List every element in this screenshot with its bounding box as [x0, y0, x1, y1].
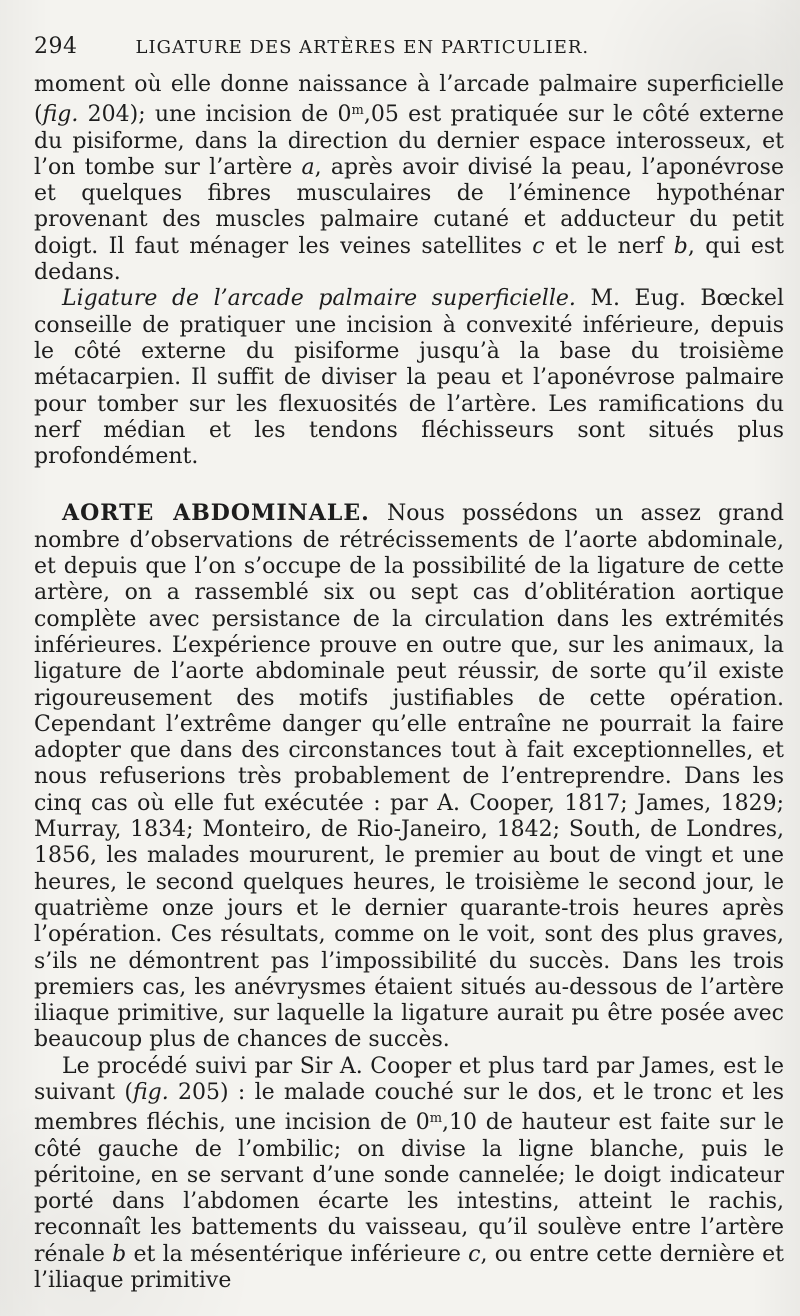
anatomical-label: a	[301, 154, 315, 180]
paragraph-text: et la mésentérique inférieure	[126, 1241, 469, 1267]
figure-reference: fig.	[42, 102, 79, 128]
paragraph-cooper-procedure	[34, 1054, 784, 1295]
paragraph-text: moment où elle donne naissance à l’arcade palmaire superficielle (	[34, 72, 784, 128]
unit-superscript: m	[351, 103, 364, 119]
paragraph-text: ,05 est pratiquée sur le côté externe du pisiforme, dans la direction du dernier espace interosseux, et l’on tombe sur l’artère	[34, 102, 784, 180]
page-text	[34, 72, 784, 1294]
paragraph-text: 205) : le malade couché sur le dos, et le tronc et les membres fléchis, une incision de 0	[34, 1079, 784, 1136]
paragraph-ulnar-ligature	[34, 72, 784, 286]
paragraph-text: , ou entre cette dernière et l’iliaque primitive	[34, 1241, 784, 1294]
section-subheading: Ligature de l’arcade palmaire superficielle.	[62, 286, 576, 312]
paragraph-text: Le procédé suivi par Sir A. Cooper et plus tard par James, est le suivant (	[34, 1053, 784, 1105]
anatomical-label: b	[112, 1241, 127, 1267]
figure-reference: fig.	[132, 1079, 169, 1105]
section-gap	[34, 470, 784, 500]
paragraph-text: , après avoir divisé la peau, l’aponévrose et quelques fibres musculaires de l’éminence hypothénar provenant des muscles palmaire cutané et adducteur du petit doigt. Il faut ménager les veines satellites	[34, 154, 784, 259]
running-head	[34, 34, 784, 72]
paragraph-text: et le nerf	[544, 233, 674, 259]
anatomical-label: b	[673, 233, 688, 259]
paragraph-text: , qui est dedans.	[34, 233, 784, 286]
section-heading: AORTE ABDOMINALE.	[62, 500, 370, 527]
paragraph-text: ,10 de hauteur est faite sur le côté gauche de l’ombilic; on divise la ligne blanche, puis le péritoine, en se servant d’une sonde cannelée; le doigt indicateur porté dans l’abdomen écarte les intestins, atteint le rachis, reconnaît les battements du vaisseau, qu’il soulève entre l’artère rénale	[34, 1110, 784, 1267]
paragraph-text: 204); une incision de 0	[78, 102, 352, 128]
paragraph-text: M. Eug. Bœckel conseille de pratiquer une incision à convexité inférieure, depuis le côté externe du pisiforme jusqu’à la base du troisième métacarpien. Il suffit de diviser la peau et l’aponévrose palmaire pour tomber sur les flexuosités de l’artère. Les ramifications du nerf médian et les tendons fléchisseurs sont situés plus profondément.	[34, 286, 784, 470]
paragraph-palmar-arch	[34, 286, 784, 470]
header-title: LIGATURE DES ARTÈRES EN PARTICULIER.	[135, 37, 590, 58]
page-number: 294	[34, 34, 78, 59]
anatomical-label: c	[532, 233, 545, 259]
anatomical-label: c	[468, 1241, 481, 1267]
paragraph-text: Nous possédons un assez grand nombre d’observations de rétrécissements de l’aorte abdominale, et depuis que l’on s’occupe de la possibilité de la ligature de cette artère, on a rassemblé six ou sept cas d’oblitération aortique complète avec persistance de la circulation dans les extrémités inférieures. L’expérience prouve en outre que, sur les animaux, la ligature de l’aorte abdominale peut réussir, de sorte qu’il existe rigoureusement des motifs justifiables de cette opération. Cependant l’extrême danger qu’elle entraîne ne pourrait la faire adopter que dans des circonstances tout à fait exceptionnelles, et nous refuserions très probablement de l’entreprendre. Dans les cinq cas où elle fut exécutée : par A. Cooper, 1817; James, 1829; Murray, 1834; Monteiro, de Rio-Janeiro, 1842; South, de Londres, 1856, les malades moururent, le premier au bout de vingt et une heures, le second quelques heures, le troisième le second jour, le quatrième onze jours et le dernier quarante-trois heures après l’opération. Ces résultats, comme on le voit, sont des plus graves, s’ils ne démontrent pas l’impossibilité du succès. Dans les trois premiers cas, les anévrysmes étaient situés au-dessous de l’artère iliaque primitive, sur laquelle la ligature aurait pu être posée avec beaucoup plus de chances de succès.	[34, 501, 785, 1053]
unit-superscript: m	[429, 1111, 443, 1127]
paragraph-abdominal-aorta	[34, 500, 784, 1053]
